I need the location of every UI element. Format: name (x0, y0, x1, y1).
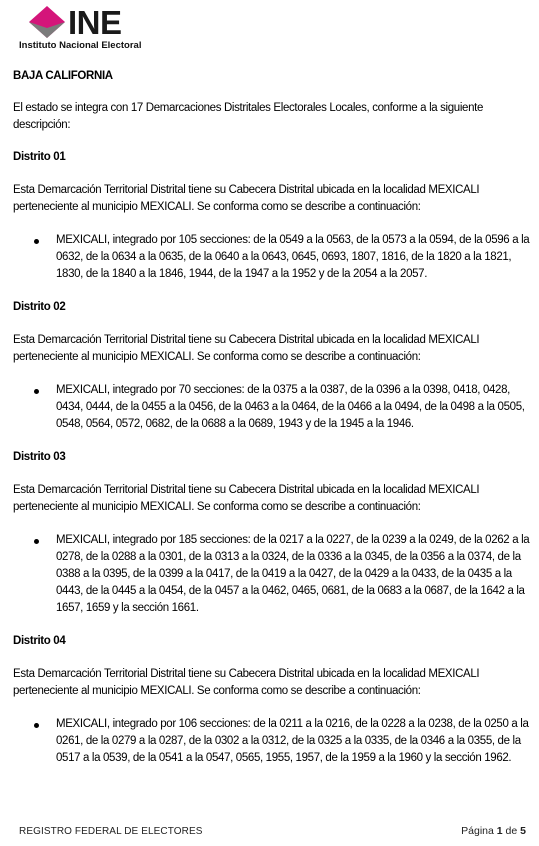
list-item (13, 716, 535, 767)
intro-paragraph: El estado se integra con 17 Demarcaciones Distritales Electorales Locales, conforme a la siguiente descripción: (13, 102, 484, 131)
district-section (13, 449, 535, 617)
district-description: Esta Demarcación Territorial Distrital tiene su Cabecera Distrital ubicada en la localidad MEXICALI perteneciente al municipio MEXICALI. Se conforma como se describe a continuación: (13, 334, 480, 363)
list-item (13, 532, 535, 617)
district-section (13, 149, 535, 283)
list-item (13, 232, 535, 283)
district-section (13, 299, 535, 433)
footer-registry: REGISTRO FEDERAL DE ELECTORES (19, 826, 203, 837)
list-item (13, 382, 535, 433)
ine-logo (18, 6, 168, 50)
district-description: Esta Demarcación Territorial Distrital tiene su Cabecera Distrital ubicada en la localidad MEXICALI perteneciente al municipio MEXICALI. Se conforma como se describe a continuación: (13, 668, 480, 697)
district-title: Distrito 02 (13, 301, 66, 313)
district-title: Distrito 01 (13, 151, 66, 163)
bullet-icon (34, 723, 39, 728)
ine-logo-mark (27, 6, 67, 38)
page-separator: de (505, 825, 518, 837)
org-name: Instituto Nacional Electoral (19, 40, 142, 51)
district-description: Esta Demarcación Territorial Distrital tiene su Cabecera Distrital ubicada en la localidad MEXICALI perteneciente al municipio MEXICALI. Se conforma como se describe a continuación: (13, 484, 480, 513)
district-title: Distrito 04 (13, 635, 66, 647)
document-body (13, 68, 535, 783)
page-number (461, 825, 526, 837)
logo-wordmark: INE (68, 4, 122, 41)
list-item-text: MEXICALI, integrado por 185 secciones: de la 0217 a la 0227, de la 0239 a la 0249, de la 0262 a la 0278, de la 0288 a la 0301, de la 0313 a la 0324, de la 0336 a la 0345, de la 0356 a la 0374, de la 0388 a la 0395, de la 0399 a la 0417, de la 0419 a la 0427, de la 0429 a la 0433, de la 0435 a la 0443, de la 0445 a la 0454, de la 0457 a la 0462, 0465, 0681, de la 0683 a la 0687, de la 1642 a la 1657, 1659 y la sección 1661. (56, 534, 530, 614)
list-item-text: MEXICALI, integrado por 105 secciones: de la 0549 a la 0563, de la 0573 a la 0594, de la 0596 a la 0632, de la 0634 a la 0635, de la 0640 a la 0643, 0645, 0693, 1807, 1816, de la 1820 a la 1821, 1830, de la 1840 a la 1846, 1944, de la 1947 a la 1952 y de la 2054 a la 2057. (56, 234, 530, 280)
bullet-icon (34, 239, 39, 244)
district-title: Distrito 03 (13, 451, 66, 463)
page-label: Página (461, 825, 494, 837)
district-section (13, 633, 535, 767)
bullet-icon (34, 539, 39, 544)
list-item-text: MEXICALI, integrado por 70 secciones: de la 0375 a la 0387, de la 0396 a la 0398, 0418, 0428, 0434, 0444, de la 0455 a la 0456, de la 0463 a la 0464, de la 0466 a la 0494, de la 0498 a la 0505, 0548, 0564, 0572, 0682, de la 0688 a la 0689, 1943 y de la 1945 a la 1946. (56, 384, 525, 430)
district-description: Esta Demarcación Territorial Distrital tiene su Cabecera Distrital ubicada en la localidad MEXICALI perteneciente al municipio MEXICALI. Se conforma como se describe a continuación: (13, 184, 480, 213)
page-total: 5 (520, 825, 526, 837)
page-current: 1 (496, 825, 503, 837)
list-item-text: MEXICALI, integrado por 106 secciones: de la 0211 a la 0216, de la 0228 a la 0238, de la 0250 a la 0261, de la 0279 a la 0287, de la 0302 a la 0312, de la 0325 a la 0335, de la 0346 a la 0355, de la 0517 a la 0539, de la 0541 a la 0547, 0565, 1955, 1957, de la 1959 a la 1960 y la sección 1962. (56, 718, 529, 764)
state-title: BAJA CALIFORNIA (13, 70, 113, 82)
bullet-icon (34, 389, 39, 394)
